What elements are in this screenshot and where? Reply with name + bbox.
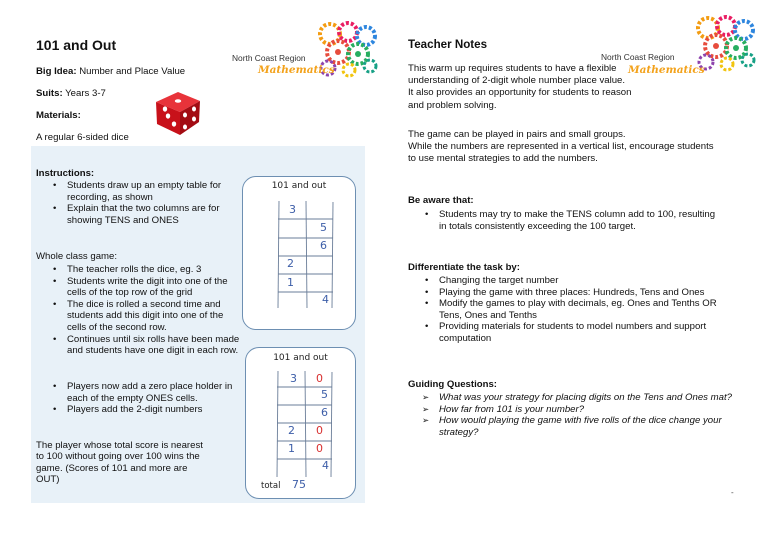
differentiate-label: Differentiate the task by: xyxy=(408,262,520,273)
whole-class-list xyxy=(36,264,240,357)
cell-ones: 4 xyxy=(322,459,329,472)
logo-region-text: North Coast Region xyxy=(601,52,675,62)
footer-mark: - xyxy=(731,488,734,497)
list-item: • Students may try to make the TENS column add to 100, resulting in totals consistently exceeding the 100 target. xyxy=(408,209,718,232)
suits-label: Suits: xyxy=(36,88,63,99)
players-list xyxy=(36,381,240,416)
total-label: total xyxy=(261,481,281,491)
list-item: • Providing materials for students to model numbers and support computation xyxy=(408,321,728,344)
play-line: The game can be played in pairs and small groups. xyxy=(408,129,626,140)
cell-tens: 2 xyxy=(287,257,294,270)
list-item: ➢ How would playing the game with five rolls of the dice change your strategy? xyxy=(408,415,738,438)
instructions-label: Instructions: xyxy=(36,168,95,179)
logo-subject-text: Mathematics xyxy=(258,64,335,76)
logo-region-text: North Coast Region xyxy=(232,53,306,63)
differentiate-list xyxy=(408,275,728,345)
whole-class-label: Whole class game: xyxy=(36,251,118,262)
logo-subject-text: Mathematics xyxy=(628,64,705,76)
intro-line: This warm up requires students to have a flexible xyxy=(408,63,617,74)
card-title: 101 and out xyxy=(273,353,328,363)
list-item: ➢ What was your strategy for placing digits on the Tens and Ones mat? xyxy=(408,392,738,404)
list-item: • Students draw up an empty table for recording, as shown xyxy=(36,180,240,203)
card-title: 101 and out xyxy=(271,181,327,191)
teacher-notes-title: Teacher Notes xyxy=(408,38,488,51)
instructions-list xyxy=(36,180,240,226)
example-grid-card xyxy=(242,176,356,330)
list-item: • Modify the games to play with decimals, eg. Ones and Tenths OR Tens, Ones and Tenths xyxy=(408,298,728,321)
list-item: • Playing the game with three places: Hundreds, Tens and Ones xyxy=(408,287,728,299)
suits-value: Years 3-7 xyxy=(65,88,106,99)
cell-tens: 1 xyxy=(288,442,295,455)
cell-tens: 2 xyxy=(288,424,295,437)
cell-ones: 4 xyxy=(322,293,329,306)
cell-ones-zero: 0 xyxy=(316,442,323,455)
guiding-questions-label: Guiding Questions: xyxy=(408,379,498,390)
list-item: • Continues until six rolls have been made and students have one digit in each row. xyxy=(36,334,240,357)
intro-line: understanding of 2-digit whole number place value. xyxy=(408,75,626,87)
intro-paragraph xyxy=(408,63,708,112)
big-idea-line xyxy=(36,66,185,78)
big-idea-label: Big Idea: xyxy=(36,66,77,77)
cell-ones-zero: 0 xyxy=(316,372,323,385)
cell-tens: 3 xyxy=(290,372,297,385)
total-value: 75 xyxy=(292,478,306,491)
play-paragraph xyxy=(408,129,748,166)
list-item: • Explain that the two columns are for showing TENS and ONES xyxy=(36,203,240,226)
list-item: • Changing the target number xyxy=(408,275,728,287)
list-item: • Players now add a zero place holder in each of the empty ONES cells. xyxy=(36,381,240,404)
cell-ones: 5 xyxy=(321,388,328,401)
cell-ones: 5 xyxy=(320,221,327,234)
play-line: While the numbers are represented in a vertical list, encourage students xyxy=(408,141,714,153)
play-line: to use mental strategies to add the numbers. xyxy=(408,153,598,165)
cell-ones-zero: 0 xyxy=(316,424,323,437)
page-title: 101 and Out xyxy=(36,37,117,53)
dice-icon xyxy=(150,88,206,138)
intro-line: and problem solving. xyxy=(408,99,497,111)
cell-tens: 1 xyxy=(287,276,294,289)
cell-ones: 6 xyxy=(321,406,328,419)
cell-ones: 6 xyxy=(320,239,327,252)
guiding-questions-list xyxy=(408,392,738,438)
cell-tens: 3 xyxy=(289,203,296,216)
list-item: • Students write the digit into one of the cells of the top row of the grid xyxy=(36,276,240,299)
aware-label: Be aware that: xyxy=(408,195,474,206)
list-item: • Players add the 2-digit numbers xyxy=(36,404,240,416)
big-idea-value: Number and Place Value xyxy=(79,66,186,77)
logo xyxy=(228,20,378,84)
materials-label: Materials: xyxy=(36,110,81,121)
list-item: • The teacher rolls the dice, eg. 3 xyxy=(36,264,240,276)
list-item: ➢ How far from 101 is your number? xyxy=(408,404,738,416)
completed-grid-card xyxy=(245,347,356,499)
materials-value: A regular 6-sided dice xyxy=(36,132,129,143)
intro-line: It also provides an opportunity for students to reason xyxy=(408,87,632,99)
aware-list xyxy=(408,209,718,232)
list-item: • The dice is rolled a second time and students add this digit into one of the cells of the second row. xyxy=(36,299,240,334)
conclusion-text: The player whose total score is nearest to 100 without going over 100 wins the game. (Scores of 101 and more are OUT) xyxy=(36,440,203,485)
suits-line xyxy=(36,88,106,100)
